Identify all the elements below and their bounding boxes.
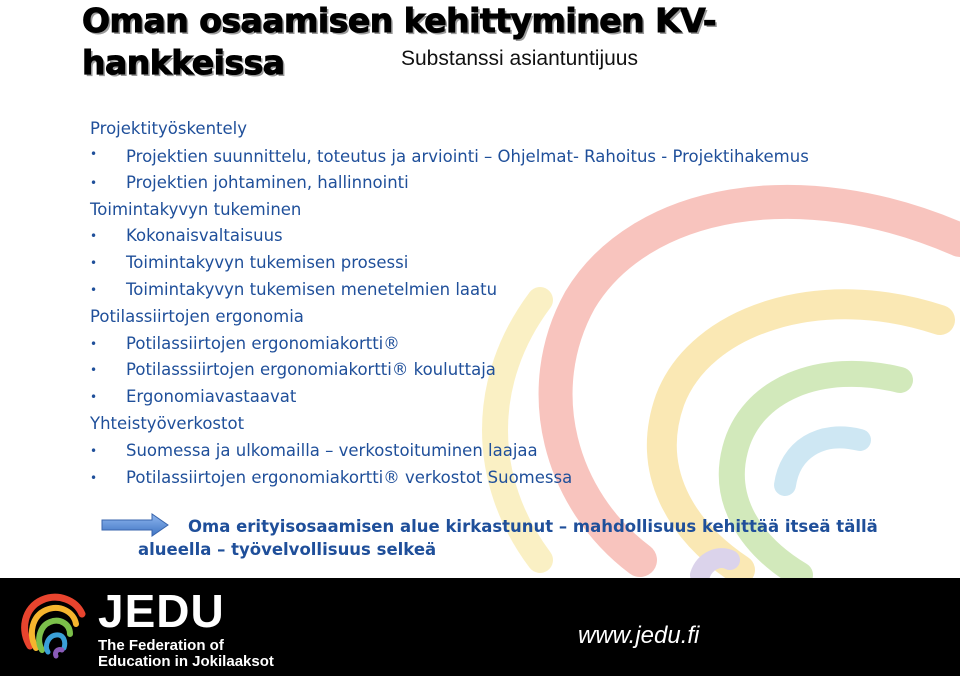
logo-subtitle — [98, 638, 274, 670]
section-heading-toimintakyvyn-tukeminen: Toimintakyvyn tukeminen — [90, 199, 302, 219]
jedu-logo-icon — [18, 590, 90, 664]
bullet-projektien-suunnittelu: • Projektien suunnittelu, toteutus ja arviointi – Ohjelmat- Rahoitus - Projektihakemus — [90, 143, 950, 170]
bullet-menetelmien-laatu: • Toimintakyvyn tukemisen menetelmien laatu — [90, 277, 950, 304]
website-link[interactable]: www.jedu.fi — [578, 622, 700, 649]
footer-bar — [0, 578, 960, 676]
section-heading-potilassiirtojen-ergonomia: Potilassiirtojen ergonomia — [90, 306, 304, 326]
content-list — [90, 116, 950, 491]
logo-wordmark: JEDU — [98, 585, 225, 637]
bullet-ergonomiakortti-kouluttaja: • Potilasssiirtojen ergonomiakortti® kouluttaja — [90, 357, 950, 384]
logo-subtitle-line-1: The Federation of — [98, 637, 224, 654]
bullet-tukemisen-prosessi: • Toimintakyvyn tukemisen prosessi — [90, 250, 950, 277]
conclusion-text-content: Oma erityisosaamisen alue kirkastunut – mahdollisuus kehittää itseä tällä alueella – työvelvollisuus selkeä — [138, 517, 878, 559]
slide-title-line-2: hankkeissa — [82, 43, 285, 82]
slide-title — [82, 0, 716, 84]
bullet-suomessa-ja-ulkomailla: • Suomessa ja ulkomailla – verkostoituminen laajaa — [90, 438, 950, 465]
slide-subtitle: Substanssi asiantuntijuus — [401, 47, 638, 70]
section-heading-yhteistyoverkostot: Yhteistyöverkostot — [90, 413, 245, 433]
bullet-projektien-johtaminen: • Projektien johtaminen, hallinnointi — [90, 170, 950, 197]
bullet-ergonomiakortti: • Potilassiirtojen ergonomiakortti® — [90, 331, 950, 358]
bullet-ergonomiavastaavat: • Ergonomiavastaavat — [90, 384, 950, 411]
bullet-ergonomiakortti-verkostot: • Potilassiirtojen ergonomiakortti® verkostot Suomessa — [90, 465, 950, 492]
logo-subtitle-line-2: Education in Jokilaaksot — [98, 653, 274, 670]
conclusion-text — [138, 515, 954, 561]
section-heading-projektityoskentely: Projektityöskentely — [90, 119, 247, 138]
slide-title-line-1: Oman osaamisen kehittyminen KV- — [82, 1, 717, 40]
bullet-kokonaisvaltaisuus: • Kokonaisvaltaisuus — [90, 223, 950, 250]
